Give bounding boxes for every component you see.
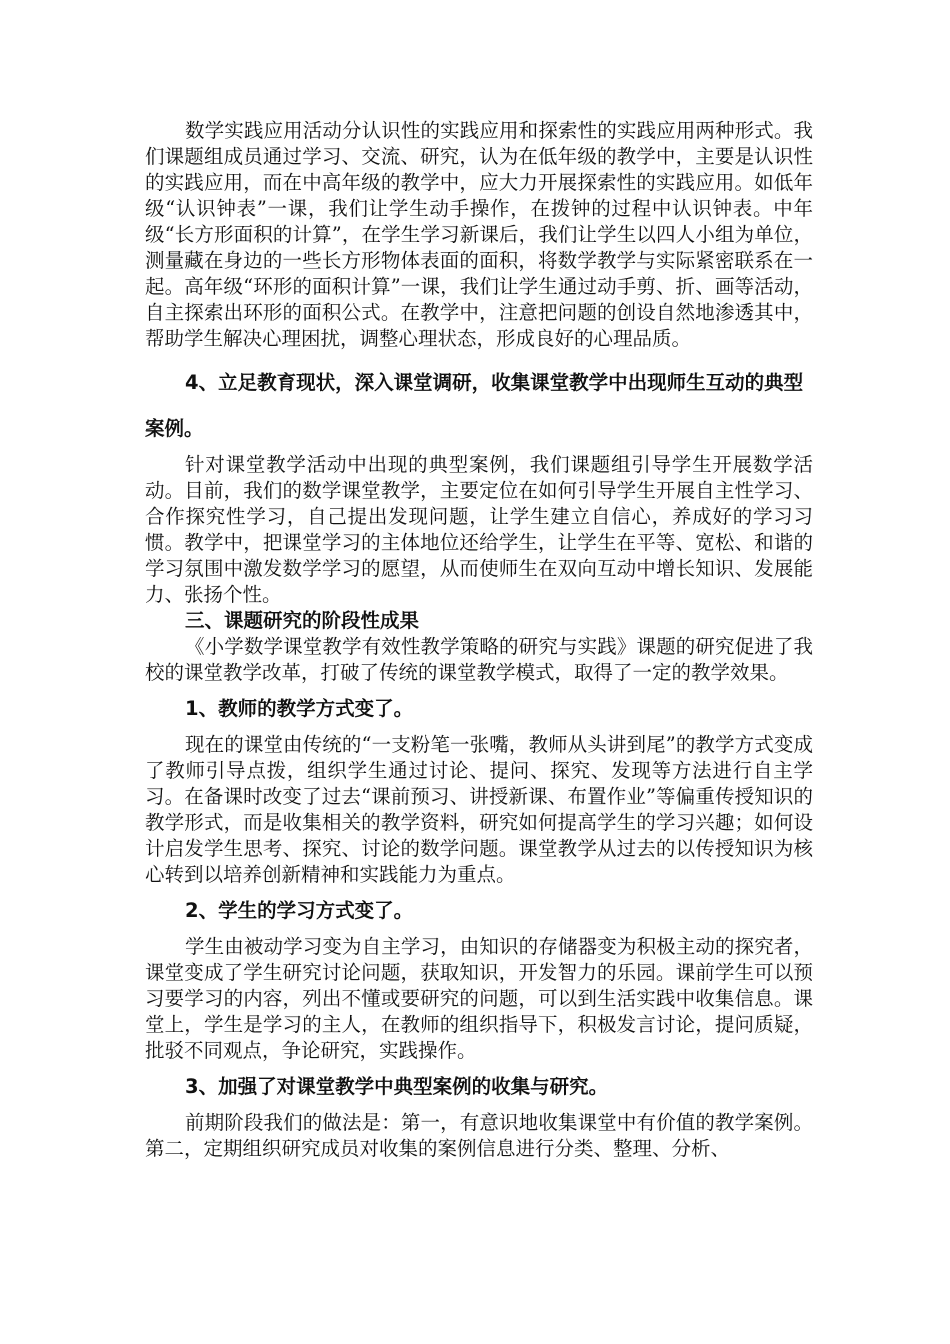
- paragraph-case-collection: 前期阶段我们的做法是：第一，有意识地收集课堂中有价值的教学案例。第二，定期组织研究成员对收集的案例信息进行分类、整理、分析、: [145, 1111, 813, 1160]
- section-heading-stage-results: 三、课题研究的阶段性成果: [185, 609, 420, 632]
- paragraph-project-intro: 《小学数学课堂教学有效性教学策略的研究与实践》课题的研究促进了我校的课堂教学改革，打破了传统的课堂教学模式，取得了一定的教学效果。: [145, 635, 813, 684]
- paragraph-typical-cases: 针对课堂教学活动中出现的典型案例，我们课题组引导学生开展数学活动。目前，我们的数学课堂教学，主要定位在如何引导学生开展自主性学习、合作探究性学习，自己提出发现问题，让学生建立自信心，养成好的学习习惯。教学中，把课堂学习的主体地位还给学生，让学生在平等、宽松、和谐的学习氛围中激发数学学习的愿望，从而使师生在双向互动中增长知识、发展能力、张扬个性。: [145, 453, 813, 606]
- paragraph-teaching-method: 现在的课堂由传统的“一支粉笔一张嘴，教师从头讲到尾”的教学方式变成了教师引导点拨，组织学生通过讨论、提问、探究、发现等方法进行自主学习。在备课时改变了过去“课前预习、讲授新课、布置作业”等偏重传授知识的教学形式，而是收集相关的教学资料，研究如何提高学生的学习兴趣；如何设计启发学生思考、探究、讨论的数学问题。课堂教学从过去的以传授知识为核心转到以培养创新精神和实践能力为重点。: [145, 733, 813, 886]
- heading-3-case-collection: 3、加强了对课堂教学中典型案例的收集与研究。: [185, 1075, 609, 1098]
- document-page: [145, 118, 813, 1162]
- heading-1-teaching-method: 1、教师的教学方式变了。: [185, 697, 414, 720]
- paragraph-practice-application: 数学实践应用活动分认识性的实践应用和探索性的实践应用两种形式。我们课题组成员通过学习、交流、研究，认为在低年级的教学中，主要是认识性的实践应用，而在中高年级的教学中，应大力开展探索性的实践应用。如低年级“认识钟表”一课，我们让学生动手操作，在拨钟的过程中认识钟表。中年级“长方形面积的计算”，在学生学习新课后，我们让学生以四人小组为单位，测量藏在身边的一些长方形物体表面的面积，将数学教学与实际紧密联系在一起。高年级“环形的面积计算”一课，我们让学生通过动手剪、折、画等活动，自主探索出环形的面积公式。在教学中，注意把问题的创设自然地渗透其中，帮助学生解决心理困扰，调整心理状态，形成良好的心理品质。: [145, 119, 813, 350]
- paragraph-learning-method: 学生由被动学习变为自主学习，由知识的存储器变为积极主动的探究者，课堂变成了学生研究讨论问题，获取知识，开发智力的乐园。课前学生可以预习要学习的内容，列出不懂或要研究的问题，可以到生活实践中收集信息。课堂上，学生是学习的主人，在教师的组织指导下，积极发言讨论，提问质疑，批驳不同观点，争论研究，实践操作。: [145, 935, 813, 1062]
- heading-2-learning-method: 2、学生的学习方式变了。: [185, 899, 414, 922]
- spacer: [145, 352, 813, 360]
- heading-4-classroom-research: 4、立足教育现状，深入课堂调研，收集课堂教学中出现师生互动的典型案例。: [145, 371, 804, 440]
